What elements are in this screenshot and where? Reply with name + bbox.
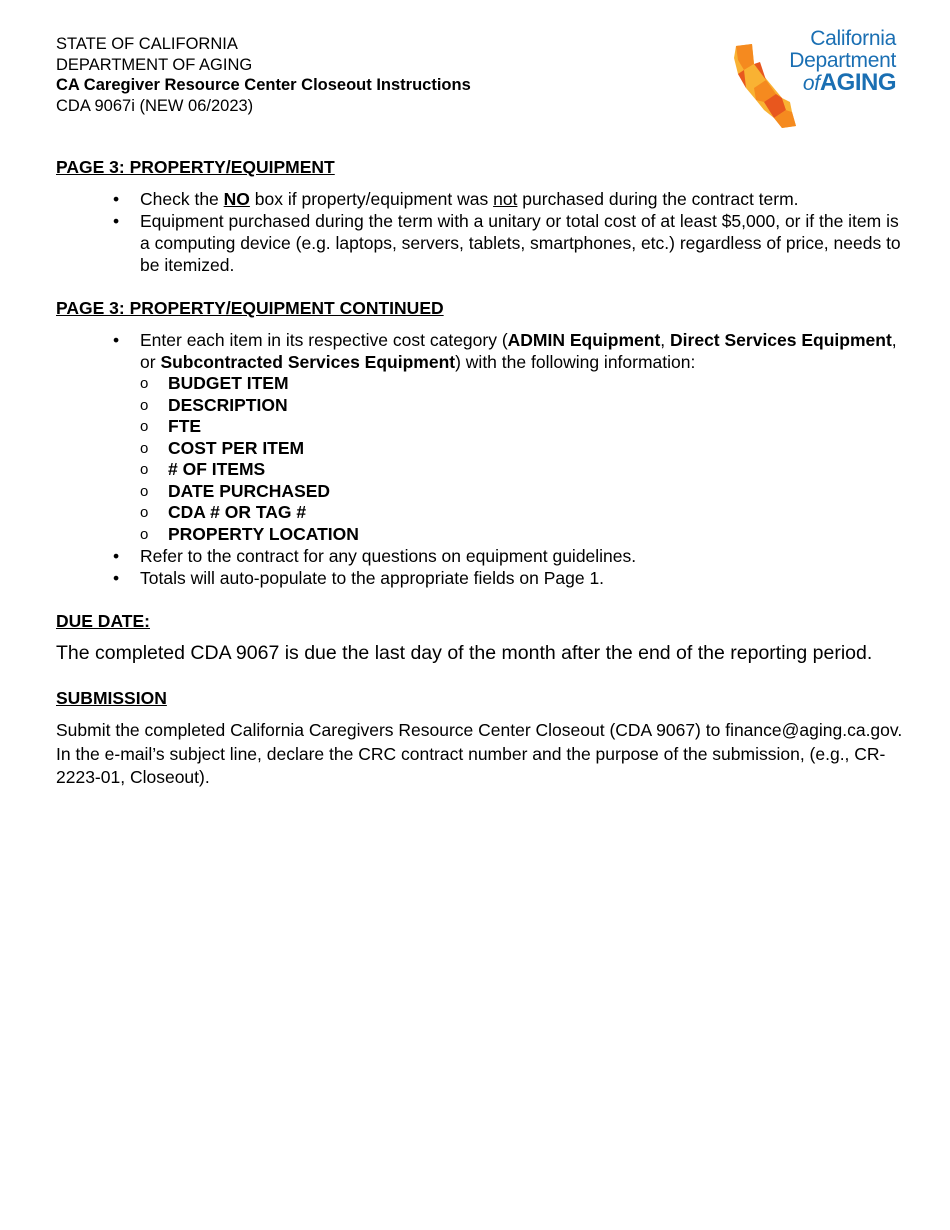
section-property-equipment (56, 156, 906, 276)
logo-of: of (802, 72, 820, 95)
sub-item-fte: o FTE (140, 416, 202, 436)
header-form-number: CDA 9067i (NEW 06/2023) (56, 96, 254, 115)
document-body (56, 156, 906, 790)
section-property-equipment-continued (56, 297, 906, 589)
bullet-item: • Check the NO box if property/equipment was not purchased during the contract term. (140, 188, 906, 210)
logo-line-department: Department (789, 49, 896, 72)
section-title: PAGE 3: PROPERTY/EQUIPMENT CONTINUED (56, 298, 444, 318)
submission-text: Submit the completed California Caregivers Resource Center Closeout (CDA 9067) to finance@aging.ca.gov. In the e-mail’s subject line, declare the CRC contract number and the purpose of the submission, (e.g., CR-2223-01, Closeout). (56, 720, 903, 787)
header-state: STATE OF CALIFORNIA (56, 35, 238, 53)
document-header (56, 34, 471, 116)
sub-list (140, 373, 906, 545)
bullet-list (56, 188, 906, 276)
logo-wordmark (766, 28, 896, 95)
section-title: DUE DATE: (56, 611, 150, 631)
ca-department-of-aging-logo (730, 28, 900, 132)
sub-item-cda-or-tag: o CDA # OR TAG # (140, 502, 307, 522)
due-date-text: The completed CDA 9067 is due the last day of the month after the end of the reporting period. (56, 642, 873, 664)
bullet-list (56, 329, 906, 589)
header-form-title: CA Caregiver Resource Center Closeout Instructions (56, 76, 471, 94)
bullet-item: • Refer to the contract for any questions on equipment guidelines. (140, 545, 906, 567)
logo-aging: AGING (819, 69, 896, 96)
bullet-item: • Enter each item in its respective cost category (ADMIN Equipment, Direct Services Equipment, or Subcontracted Services Equipment) with the following information: o BUDGET ITEM o DESCRIPTION o FTE o COST PER ITEM o # OF ITEMS o DATE PURCHASED o CDA # OR TAG # o PROPERTY LOCATION (140, 329, 906, 545)
sub-item-cost-per-item: o COST PER ITEM (140, 437, 305, 458)
header-department: DEPARTMENT OF AGING (56, 55, 253, 74)
logo-line-california: California (810, 27, 896, 50)
section-title: SUBMISSION (56, 688, 167, 708)
logo-line-of-aging (766, 69, 896, 96)
sub-item-date-purchased: o DATE PURCHASED (140, 480, 331, 501)
bullet-item: • Equipment purchased during the term with a unitary or total cost of at least $5,000, or if the item is a computing device (e.g. laptops, servers, tablets, smartphones, etc.) regardless of price, needs to be itemized. (140, 210, 906, 276)
sub-item-number-of-items: o # OF ITEMS (140, 459, 266, 479)
section-due-date (56, 610, 906, 665)
sub-item-budget-item: o BUDGET ITEM (140, 373, 289, 393)
bullet-item: • Totals will auto-populate to the appropriate fields on Page 1. (140, 567, 906, 589)
sub-item-description: o DESCRIPTION (140, 394, 288, 415)
section-title: PAGE 3: PROPERTY/EQUIPMENT (56, 157, 335, 177)
sub-item-property-location: o PROPERTY LOCATION (140, 523, 359, 544)
section-submission (56, 687, 906, 790)
